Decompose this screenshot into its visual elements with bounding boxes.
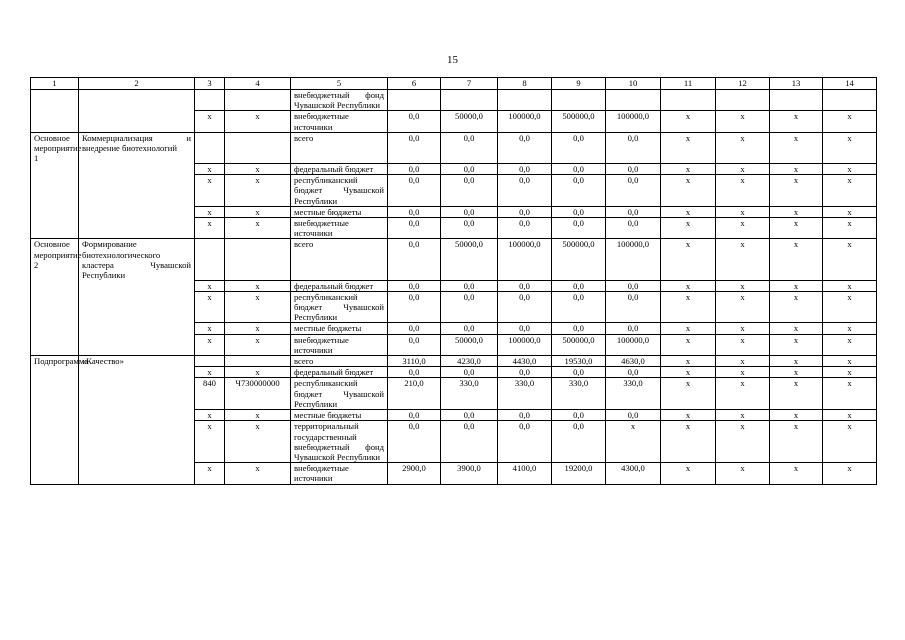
amount-cell: 0,0	[498, 410, 552, 421]
amount-cell: 500000,0	[552, 334, 606, 355]
admin-code-cell: x	[195, 175, 225, 207]
column-number: 7	[441, 78, 498, 90]
table-row	[31, 280, 877, 291]
amount-cell: 0,0	[552, 410, 606, 421]
table-row	[31, 334, 877, 355]
marker-cell: x	[770, 367, 823, 378]
marker-cell: x	[770, 163, 823, 174]
marker-cell: x	[716, 206, 770, 217]
budget-table	[30, 77, 877, 485]
program-type-cell	[31, 280, 79, 291]
page-number: 15	[447, 54, 458, 66]
marker-cell: x	[770, 111, 823, 132]
table-row	[31, 410, 877, 421]
admin-code-cell: x	[195, 163, 225, 174]
marker-cell: x	[716, 132, 770, 163]
marker-cell: x	[661, 280, 716, 291]
program-type-cell	[31, 323, 79, 334]
amount-cell: 330,0	[606, 378, 661, 410]
marker-cell: x	[823, 111, 877, 132]
amount-cell: 0,0	[606, 206, 661, 217]
amount-cell: 19200,0	[552, 463, 606, 484]
marker-cell	[661, 90, 716, 111]
amount-cell: 0,0	[606, 175, 661, 207]
amount-cell	[388, 90, 441, 111]
admin-code-cell: x	[195, 463, 225, 484]
column-number: 10	[606, 78, 661, 90]
amount-cell: 0,0	[441, 410, 498, 421]
marker-cell: x	[770, 323, 823, 334]
program-type-cell	[31, 217, 79, 238]
amount-cell: 500000,0	[552, 239, 606, 280]
table-row	[31, 132, 877, 163]
amount-cell: 0,0	[388, 239, 441, 280]
program-name-cell	[79, 217, 195, 238]
program-name-cell	[79, 291, 195, 323]
funding-source-cell: внебюджетные источники	[291, 334, 388, 355]
program-type-cell	[31, 463, 79, 484]
column-number-row	[31, 78, 877, 90]
amount-cell	[606, 90, 661, 111]
marker-cell: x	[661, 378, 716, 410]
amount-cell: 0,0	[441, 206, 498, 217]
marker-cell: x	[716, 280, 770, 291]
marker-cell: x	[716, 217, 770, 238]
budget-code-cell: x	[225, 291, 291, 323]
funding-source-cell: республиканский бюджет Чувашской Республики	[291, 378, 388, 410]
marker-cell: x	[716, 163, 770, 174]
marker-cell: x	[770, 463, 823, 484]
marker-cell: x	[716, 323, 770, 334]
funding-source-cell: республиканский бюджет Чувашской Республики	[291, 291, 388, 323]
amount-cell: 0,0	[441, 291, 498, 323]
amount-cell: 0,0	[388, 367, 441, 378]
marker-cell: x	[661, 334, 716, 355]
admin-code-cell: x	[195, 206, 225, 217]
marker-cell: x	[661, 163, 716, 174]
admin-code-cell	[195, 132, 225, 163]
marker-cell: x	[661, 367, 716, 378]
column-number: 3	[195, 78, 225, 90]
table-row	[31, 378, 877, 410]
marker-cell: x	[823, 421, 877, 463]
marker-cell: x	[823, 463, 877, 484]
funding-source-cell: территориальный государственный внебюджетный фонд Чувашской Республики	[291, 421, 388, 463]
table-row	[31, 90, 877, 111]
amount-cell: 0,0	[498, 175, 552, 207]
amount-cell	[552, 90, 606, 111]
budget-code-cell	[225, 356, 291, 367]
marker-cell: x	[716, 175, 770, 207]
amount-cell: 100000,0	[606, 111, 661, 132]
marker-cell: x	[823, 163, 877, 174]
amount-cell: 0,0	[552, 291, 606, 323]
budget-code-cell	[225, 132, 291, 163]
amount-cell: 0,0	[388, 111, 441, 132]
amount-cell	[498, 90, 552, 111]
marker-cell: x	[770, 280, 823, 291]
amount-cell: 0,0	[498, 421, 552, 463]
budget-code-cell: x	[225, 163, 291, 174]
table-row	[31, 421, 877, 463]
program-name-cell	[79, 378, 195, 410]
amount-cell: 0,0	[606, 323, 661, 334]
budget-code-cell: x	[225, 463, 291, 484]
marker-cell: x	[823, 175, 877, 207]
program-name-cell	[79, 334, 195, 355]
amount-cell: 0,0	[606, 367, 661, 378]
program-type-cell	[31, 90, 79, 111]
amount-cell: 0,0	[498, 323, 552, 334]
marker-cell: x	[716, 356, 770, 367]
marker-cell: x	[661, 463, 716, 484]
marker-cell: x	[661, 421, 716, 463]
amount-cell: 0,0	[606, 291, 661, 323]
budget-code-cell: x	[225, 217, 291, 238]
amount-cell: 4230,0	[441, 356, 498, 367]
program-name-cell	[79, 463, 195, 484]
budget-code-cell: x	[225, 280, 291, 291]
funding-source-cell: всего	[291, 356, 388, 367]
column-number: 2	[79, 78, 195, 90]
marker-cell: x	[770, 217, 823, 238]
marker-cell: x	[716, 111, 770, 132]
marker-cell: x	[661, 291, 716, 323]
admin-code-cell: x	[195, 410, 225, 421]
amount-cell: 19530,0	[552, 356, 606, 367]
amount-cell: 0,0	[552, 175, 606, 207]
amount-cell: 0,0	[388, 132, 441, 163]
table-row	[31, 323, 877, 334]
amount-cell: 0,0	[441, 175, 498, 207]
table-row	[31, 175, 877, 207]
program-type-cell	[31, 410, 79, 421]
amount-cell: 330,0	[552, 378, 606, 410]
budget-code-cell: x	[225, 367, 291, 378]
amount-cell: 50000,0	[441, 239, 498, 280]
marker-cell: x	[770, 175, 823, 207]
marker-cell: x	[716, 367, 770, 378]
marker-cell: x	[823, 378, 877, 410]
amount-cell: 4430,0	[498, 356, 552, 367]
amount-cell: 100000,0	[498, 239, 552, 280]
funding-source-cell: федеральный бюджет	[291, 163, 388, 174]
marker-cell: x	[823, 356, 877, 367]
funding-source-cell: внебюджетные источники	[291, 217, 388, 238]
marker-cell: x	[770, 421, 823, 463]
admin-code-cell: x	[195, 280, 225, 291]
budget-code-cell: x	[225, 334, 291, 355]
amount-cell: 0,0	[441, 367, 498, 378]
column-number: 12	[716, 78, 770, 90]
column-number: 5	[291, 78, 388, 90]
amount-cell: 0,0	[498, 367, 552, 378]
program-type-cell: Основное мероприятие 2	[31, 239, 79, 280]
marker-cell: x	[716, 421, 770, 463]
amount-cell: 500000,0	[552, 111, 606, 132]
admin-code-cell: 840	[195, 378, 225, 410]
program-type-cell	[31, 334, 79, 355]
program-type-cell	[31, 111, 79, 132]
amount-cell: 0,0	[606, 217, 661, 238]
funding-source-cell: внебюджетный фонд Чувашской Республики	[291, 90, 388, 111]
admin-code-cell	[195, 90, 225, 111]
amount-cell: 0,0	[498, 206, 552, 217]
table-row	[31, 356, 877, 367]
amount-cell: 0,0	[441, 132, 498, 163]
funding-source-cell: внебюджетные источники	[291, 463, 388, 484]
marker-cell: x	[661, 239, 716, 280]
amount-cell: 0,0	[552, 163, 606, 174]
marker-cell	[823, 90, 877, 111]
marker-cell: x	[770, 378, 823, 410]
amount-cell: 0,0	[441, 421, 498, 463]
funding-source-cell: всего	[291, 239, 388, 280]
program-name-cell	[79, 90, 195, 111]
admin-code-cell: x	[195, 111, 225, 132]
admin-code-cell: x	[195, 421, 225, 463]
amount-cell: 0,0	[388, 217, 441, 238]
admin-code-cell: x	[195, 334, 225, 355]
budget-code-cell: x	[225, 410, 291, 421]
marker-cell: x	[661, 132, 716, 163]
program-name-cell	[79, 323, 195, 334]
column-number: 8	[498, 78, 552, 90]
amount-cell: 0,0	[441, 217, 498, 238]
amount-cell: 100000,0	[606, 334, 661, 355]
amount-cell: 0,0	[606, 410, 661, 421]
table-row	[31, 463, 877, 484]
program-name-cell	[79, 367, 195, 378]
marker-cell: x	[770, 239, 823, 280]
funding-source-cell: всего	[291, 132, 388, 163]
marker-cell: x	[770, 132, 823, 163]
amount-cell: 0,0	[498, 217, 552, 238]
amount-cell: 0,0	[388, 163, 441, 174]
column-number: 1	[31, 78, 79, 90]
amount-cell: 3110,0	[388, 356, 441, 367]
table-row	[31, 163, 877, 174]
budget-code-cell	[225, 239, 291, 280]
amount-cell: x	[606, 421, 661, 463]
program-name-cell	[79, 421, 195, 463]
amount-cell: 0,0	[606, 280, 661, 291]
amount-cell: 0,0	[388, 410, 441, 421]
program-name-cell	[79, 280, 195, 291]
funding-source-cell: местные бюджеты	[291, 206, 388, 217]
program-name-cell: Коммерциализация и внедрение биотехнологий	[79, 132, 195, 163]
funding-source-cell: федеральный бюджет	[291, 280, 388, 291]
marker-cell: x	[770, 291, 823, 323]
funding-source-cell: внебюджетные источники	[291, 111, 388, 132]
amount-cell: 2900,0	[388, 463, 441, 484]
amount-cell: 0,0	[388, 323, 441, 334]
marker-cell: x	[661, 217, 716, 238]
amount-cell: 0,0	[498, 280, 552, 291]
marker-cell: x	[661, 356, 716, 367]
table-row	[31, 206, 877, 217]
amount-cell: 0,0	[388, 206, 441, 217]
budget-code-cell: x	[225, 175, 291, 207]
funding-source-cell: федеральный бюджет	[291, 367, 388, 378]
column-number: 11	[661, 78, 716, 90]
program-name-cell	[79, 410, 195, 421]
program-name-cell	[79, 111, 195, 132]
amount-cell: 0,0	[388, 280, 441, 291]
budget-code-cell: Ч730000000	[225, 378, 291, 410]
amount-cell: 4630,0	[606, 356, 661, 367]
table-row	[31, 111, 877, 132]
marker-cell: x	[823, 323, 877, 334]
amount-cell: 0,0	[552, 206, 606, 217]
amount-cell: 330,0	[498, 378, 552, 410]
amount-cell: 210,0	[388, 378, 441, 410]
amount-cell: 0,0	[441, 163, 498, 174]
table-row	[31, 291, 877, 323]
marker-cell: x	[661, 175, 716, 207]
budget-code-cell: x	[225, 111, 291, 132]
program-type-cell: Основное мероприятие 1	[31, 132, 79, 163]
amount-cell: 0,0	[552, 280, 606, 291]
budget-code-cell: x	[225, 421, 291, 463]
amount-cell: 0,0	[388, 334, 441, 355]
budget-code-cell: x	[225, 206, 291, 217]
amount-cell: 0,0	[552, 421, 606, 463]
program-name-cell	[79, 206, 195, 217]
marker-cell: x	[716, 239, 770, 280]
marker-cell: x	[823, 291, 877, 323]
amount-cell: 0,0	[498, 132, 552, 163]
program-type-cell	[31, 378, 79, 410]
table-row	[31, 239, 877, 280]
amount-cell: 0,0	[388, 421, 441, 463]
admin-code-cell	[195, 356, 225, 367]
amount-cell: 0,0	[552, 367, 606, 378]
amount-cell: 100000,0	[498, 111, 552, 132]
amount-cell: 0,0	[441, 280, 498, 291]
admin-code-cell: x	[195, 217, 225, 238]
marker-cell: x	[716, 410, 770, 421]
marker-cell: x	[661, 410, 716, 421]
marker-cell	[770, 90, 823, 111]
amount-cell: 4300,0	[606, 463, 661, 484]
amount-cell: 50000,0	[441, 111, 498, 132]
column-number: 13	[770, 78, 823, 90]
column-number: 14	[823, 78, 877, 90]
amount-cell: 0,0	[498, 291, 552, 323]
marker-cell: x	[823, 206, 877, 217]
marker-cell: x	[661, 111, 716, 132]
marker-cell: x	[661, 323, 716, 334]
marker-cell: x	[823, 239, 877, 280]
marker-cell: x	[823, 132, 877, 163]
program-name-cell: Формирование биотехнологического кластера Чувашской Республики	[79, 239, 195, 280]
budget-code-cell	[225, 90, 291, 111]
amount-cell: 0,0	[498, 163, 552, 174]
program-type-cell: Подпрограмма	[31, 356, 79, 367]
amount-cell: 0,0	[388, 175, 441, 207]
amount-cell: 3900,0	[441, 463, 498, 484]
amount-cell: 0,0	[388, 291, 441, 323]
funding-source-cell: местные бюджеты	[291, 323, 388, 334]
admin-code-cell: x	[195, 291, 225, 323]
amount-cell: 100000,0	[498, 334, 552, 355]
program-type-cell	[31, 421, 79, 463]
marker-cell	[716, 90, 770, 111]
marker-cell: x	[770, 334, 823, 355]
marker-cell: x	[716, 291, 770, 323]
admin-code-cell	[195, 239, 225, 280]
amount-cell: 0,0	[552, 132, 606, 163]
marker-cell: x	[770, 206, 823, 217]
budget-code-cell: x	[225, 323, 291, 334]
amount-cell: 0,0	[606, 132, 661, 163]
marker-cell: x	[823, 410, 877, 421]
admin-code-cell: x	[195, 367, 225, 378]
column-number: 6	[388, 78, 441, 90]
marker-cell: x	[716, 334, 770, 355]
program-type-cell	[31, 175, 79, 207]
program-type-cell	[31, 206, 79, 217]
program-name-cell	[79, 175, 195, 207]
funding-source-cell: местные бюджеты	[291, 410, 388, 421]
amount-cell: 0,0	[552, 217, 606, 238]
marker-cell: x	[661, 206, 716, 217]
marker-cell: x	[770, 410, 823, 421]
amount-cell: 4100,0	[498, 463, 552, 484]
funding-source-cell: республиканский бюджет Чувашской Республики	[291, 175, 388, 207]
column-number: 9	[552, 78, 606, 90]
program-name-cell: «Качество»	[79, 356, 195, 367]
program-name-cell	[79, 163, 195, 174]
program-type-cell	[31, 367, 79, 378]
marker-cell: x	[823, 334, 877, 355]
table-row	[31, 217, 877, 238]
amount-cell: 0,0	[606, 163, 661, 174]
marker-cell: x	[823, 280, 877, 291]
marker-cell: x	[823, 217, 877, 238]
marker-cell: x	[716, 463, 770, 484]
marker-cell: x	[770, 356, 823, 367]
table-row	[31, 367, 877, 378]
admin-code-cell: x	[195, 323, 225, 334]
column-number: 4	[225, 78, 291, 90]
marker-cell: x	[823, 367, 877, 378]
amount-cell: 50000,0	[441, 334, 498, 355]
amount-cell: 330,0	[441, 378, 498, 410]
program-type-cell	[31, 163, 79, 174]
program-type-cell	[31, 291, 79, 323]
amount-cell: 0,0	[552, 323, 606, 334]
amount-cell	[441, 90, 498, 111]
amount-cell: 100000,0	[606, 239, 661, 280]
amount-cell: 0,0	[441, 323, 498, 334]
marker-cell: x	[716, 378, 770, 410]
